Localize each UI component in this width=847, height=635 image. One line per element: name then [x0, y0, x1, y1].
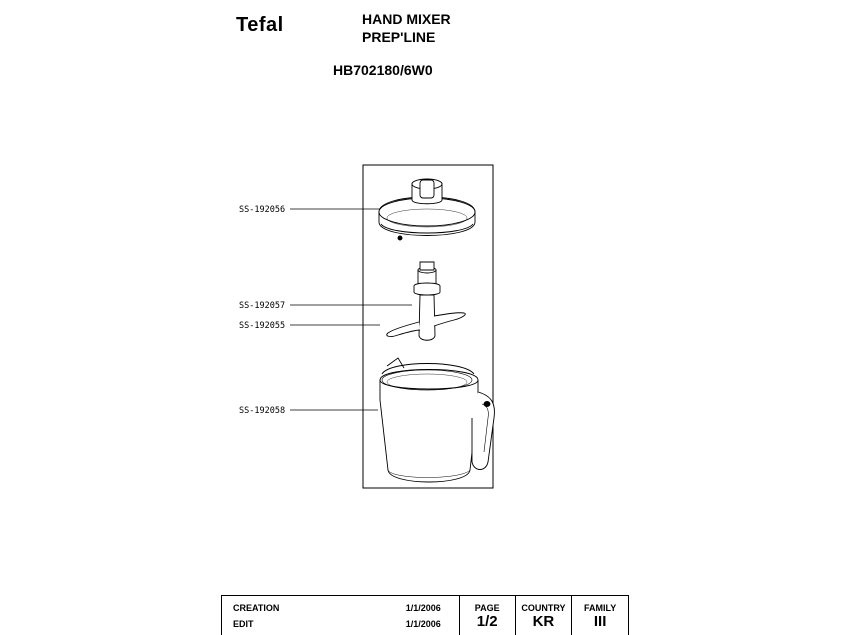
creation-date: 1/1/2006	[405, 603, 441, 613]
product-subtitle: PREP'LINE	[362, 29, 436, 45]
part-ref-label: SS-192057	[239, 301, 286, 311]
country-label: COUNTRY	[521, 603, 566, 613]
brand-logo: Tefal	[236, 14, 284, 36]
edit-date: 1/1/2006	[405, 619, 441, 629]
country-value: KR	[532, 613, 555, 630]
dates-cell	[222, 596, 460, 635]
page-cell	[460, 596, 516, 635]
page-label: PAGE	[474, 603, 500, 613]
blade-assembly	[387, 262, 466, 340]
lid-part	[379, 179, 475, 240]
family-cell	[572, 596, 628, 635]
edit-label: EDIT	[233, 619, 254, 629]
footer-table	[221, 595, 629, 635]
family-label: FAMILY	[584, 603, 617, 613]
family-value: III	[593, 613, 607, 630]
part-ref-label: SS-192058	[239, 406, 286, 416]
product-title: HAND MIXER	[362, 11, 451, 27]
part-ref-label: SS-192055	[239, 321, 286, 331]
model-number: HB702180/6W0	[333, 62, 433, 78]
page-value: 1/2	[476, 613, 498, 630]
creation-label: CREATION	[233, 603, 280, 613]
part-ref-label: SS-192056	[239, 205, 286, 215]
bowl-part	[380, 358, 494, 482]
country-cell	[516, 596, 573, 635]
